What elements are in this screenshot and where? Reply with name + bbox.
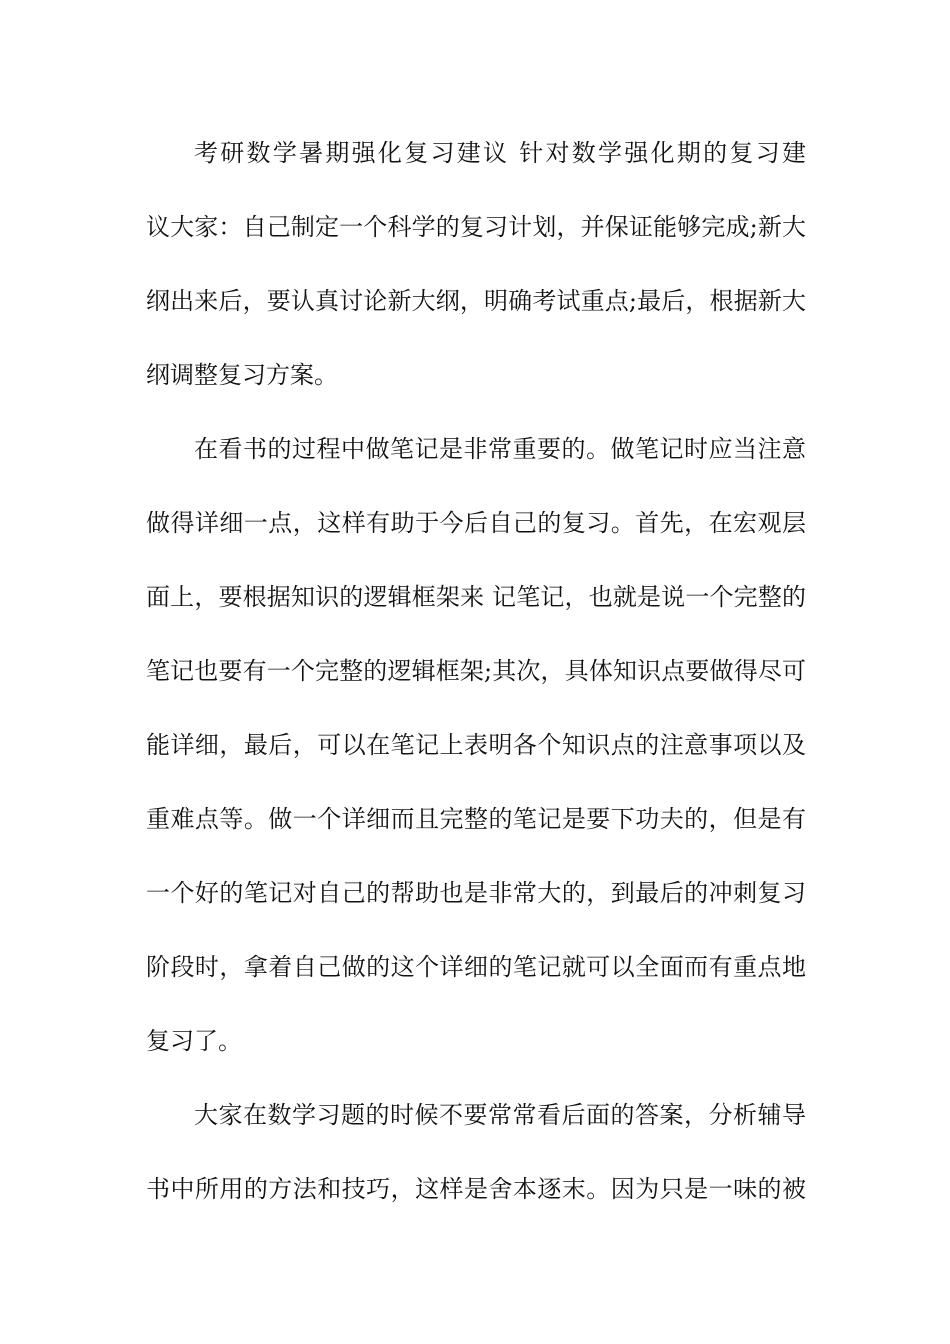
paragraph-2-line-2: 做得详细一点，这样有助于今后自己的复习。首先，在宏观层 <box>146 509 806 537</box>
paragraph-2-line-4: 笔记也要有一个完整的逻辑框架;其次，具体知识点要做得尽可 <box>146 657 806 685</box>
paragraph-2-line-7: 一个好的笔记对自己的帮助也是非常大的，到最后的冲刺复习 <box>146 879 806 907</box>
paragraph-2-line-9: 复习了。 <box>146 1027 242 1055</box>
paragraph-2-line-3: 面上，要根据知识的逻辑框架来 记笔记，也就是说一个完整的 <box>146 583 806 611</box>
paragraph-2-line-6: 重难点等。做一个详细而且完整的笔记是要下功夫的，但是有 <box>146 805 806 833</box>
paragraph-2-line-5: 能详细，最后，可以在笔记上表明各个知识点的注意事项以及 <box>146 731 806 759</box>
paragraph-3-line-2: 书中所用的方法和技巧，这样是舍本逐末。因为只是一味的被 <box>146 1175 806 1203</box>
paragraph-2-line-1: 在看书的过程中做笔记是非常重要的。做笔记时应当注意 <box>194 435 806 463</box>
paragraph-2-line-8: 阶段时，拿着自己做的这个详细的笔记就可以全面而有重点地 <box>146 953 806 981</box>
paragraph-1-line-2: 议大家：自己制定一个科学的复习计划，并保证能够完成;新大 <box>146 213 806 241</box>
paragraph-1-line-1: 考研数学暑期强化复习建议 针对数学强化期的复习建 <box>194 139 806 167</box>
paragraph-1-line-4: 纲调整复习方案。 <box>146 361 338 389</box>
paragraph-1-line-3: 纲出来后，要认真讨论新大纲，明确考试重点;最后，根据新大 <box>146 287 806 315</box>
paragraph-3-line-1: 大家在数学习题的时候不要常常看后面的答案，分析辅导 <box>194 1101 806 1129</box>
